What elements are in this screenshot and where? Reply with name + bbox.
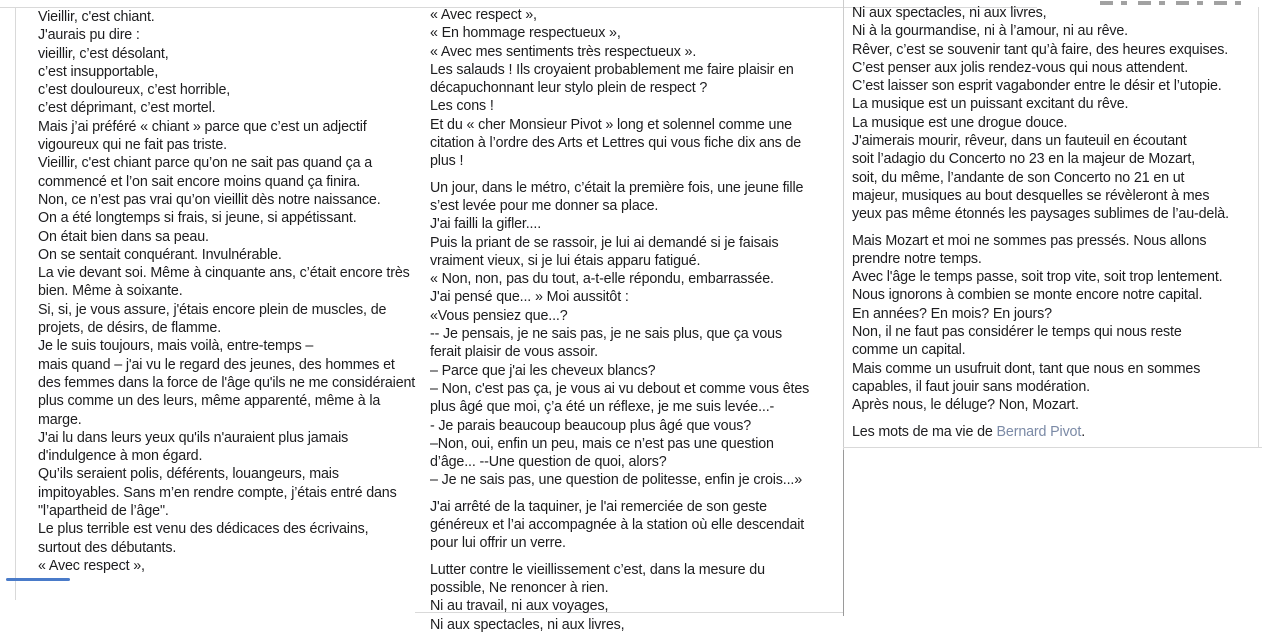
text-line: En années? En mois? En jours?: [852, 305, 1052, 322]
text-line: surtout des débutants.: [38, 539, 177, 556]
text-line: Lutter contre le vieillissement c’est, dans la mesure du: [430, 561, 765, 578]
text-line: s’est levée pour me donner sa place.: [430, 197, 659, 214]
text-line: Si, si, je vous assure, j'étais encore plein de muscles, de: [38, 301, 387, 318]
text-line: Ni au travail, ni aux voyages,: [430, 598, 609, 615]
text-line: Qu’ils seraient polis, déférents, louangeurs, mais: [38, 466, 339, 483]
text-segment: .: [1081, 423, 1086, 440]
text-line: commencé et l’on sait encore moins quand ça finira.: [38, 173, 361, 190]
text-segment: Les mots de ma vie de: [852, 423, 997, 440]
text-line: « En hommage respectueux »,: [430, 25, 621, 42]
text-line: pour lui offrir un verre.: [430, 535, 566, 552]
text-line: J'ai failli la gifler....: [430, 216, 542, 233]
text-line: J'ai pensé que... » Moi aussitôt :: [430, 289, 629, 306]
text-line: C’est laisser son esprit vagabonder entre le désir et l’utopie.: [852, 78, 1222, 95]
text-line: « Non, non, pas du tout, a-t-elle répondu, embarrassée.: [430, 271, 774, 288]
text-line: Vieillir, c'est chiant parce qu’on ne sait pas quand ça a: [38, 155, 373, 172]
text-line: soit l’adagio du Concerto no 23 en la majeur de Mozart,: [852, 151, 1196, 168]
text-line: ferait plaisir de vous assoir.: [430, 344, 598, 361]
text-line: La musique est une drogue douce.: [852, 114, 1068, 131]
text-line: Un jour, dans le métro, c’était la première fois, une jeune fille: [430, 179, 804, 196]
text-line: Avec l'âge le temps passe, soit trop vite, soit trop lentement.: [852, 269, 1223, 286]
text-line: capables, il faut jouir sans modération.: [852, 378, 1090, 395]
text-line: J'ai lu dans leurs yeux qu'ils n'auraient plus jamais: [38, 429, 349, 446]
text-line: J'aimerais mourir, rêveur, dans un fauteuil en écoutant: [852, 133, 1187, 150]
text-line: Les salauds ! Ils croyaient probablement me faire plaisir en: [430, 61, 794, 78]
text-line: On a été longtemps si frais, si jeune, si appétissant.: [38, 210, 357, 227]
text-line: mais quand – j'ai vu le regard des jeunes, des hommes et: [38, 356, 395, 373]
text-line: d'indulgence à mon égard.: [38, 448, 203, 465]
text-line: Rêver, c’est se souvenir tant qu’à faire, des heures exquises.: [852, 41, 1229, 58]
text-line: « Avec respect »,: [430, 7, 537, 23]
column3-bottom-border: [843, 447, 1262, 448]
text-line: Vieillir, c'est chiant.: [38, 9, 155, 25]
text-line: Nous ignorons à combien se monte encore notre capital.: [852, 287, 1203, 304]
text-line: prendre notre temps.: [852, 250, 982, 267]
text-line: plus comme un des leurs, même apparenté, même à la: [38, 393, 381, 410]
text-line: -- Je pensais, je ne sais pas, je ne sais plus, que ça vous: [430, 326, 782, 343]
text-line: vigoureux qui ne fait pas triste.: [38, 137, 227, 154]
text-line: Non, il ne faut pas considérer le temps qui nous reste: [852, 324, 1182, 341]
text-line: - Je parais beaucoup beaucoup plus âgé que vous?: [430, 417, 752, 434]
text-line: Non, ce n’est pas vrai qu’on vieillit dès notre naissance.: [38, 191, 381, 208]
text-line: «Vous pensiez que...?: [430, 307, 568, 324]
text-line: plus !: [430, 153, 464, 170]
text-line: Après nous, le déluge? Non, Mozart.: [852, 397, 1079, 414]
text-line: comme un capital.: [852, 342, 966, 359]
text-line: – Parce que j'ai les cheveux blancs?: [430, 362, 656, 379]
text-line: [852, 423, 1262, 441]
text-line: soit, du même, l’andante de son Concerto no 21 en ut: [852, 169, 1185, 186]
text-line: Et du « cher Monsieur Pivot » long et solennel comme une: [430, 116, 792, 133]
text-line: Ni à la gourmandise, ni à l’amour, ni au rêve.: [852, 23, 1129, 40]
text-line: des femmes dans la force de l'âge qu'ils ne me considéraient: [38, 374, 416, 391]
text-line: On était bien dans sa peau.: [38, 228, 209, 245]
text-line: La musique est un puissant excitant du rêve.: [852, 96, 1129, 113]
text-line: –Non, oui, enfin un peu, mais ce n’est pas une question: [430, 435, 774, 452]
text-column-3: [852, 4, 1262, 441]
text-line: plus âgé que moi, ç’a été un réflexe, je me suis levée...-: [430, 399, 775, 416]
text-line: marge.: [38, 411, 82, 428]
text-line: Mais j’ai préféré « chiant » parce que c’est un adjectif: [38, 118, 367, 135]
text-line: généreux et l’ai accompagnée à la station où elle descendait: [430, 517, 805, 534]
text-line: projets, de désirs, de flamme.: [38, 320, 222, 337]
text-line: vraiment vieux, si je lui étais apparu fatigué.: [430, 252, 701, 269]
text-line: « Avec respect »,: [38, 557, 145, 574]
text-line: – Non, c'est pas ça, je vous ai vu debout et comme vous êtes: [430, 380, 810, 397]
paragraph: [430, 561, 842, 634]
text-line: possible, Ne renoncer à rien.: [430, 579, 609, 596]
text-line: Mais Mozart et moi ne sommes pas pressés. Nous allons: [852, 232, 1207, 249]
text-line: yeux pas même étonnés les paysages sublimes de l’au-delà.: [852, 206, 1229, 223]
text-line: Puis la priant de se rassoir, je lui ai demandé si je faisais: [430, 234, 779, 251]
paragraph: [852, 423, 1262, 441]
text-line: Les cons !: [430, 98, 494, 115]
text-line: c’est douloureux, c’est horrible,: [38, 82, 231, 99]
blue-underline-mark: [6, 578, 70, 581]
column1-left-border: [15, 8, 16, 600]
text-line: vieillir, c’est désolant,: [38, 45, 169, 62]
text-line: bien. Même à soixante.: [38, 283, 183, 300]
text-line: impitoyables. Sans m’en rendre compte, j’étais entré dans: [38, 484, 397, 501]
text-line: Mais comme un usufruit dont, tant que nous en sommes: [852, 360, 1201, 377]
text-line: « Avec mes sentiments très respectueux ».: [430, 43, 697, 60]
text-line: décapuchonnant leur stylo plein de respect ?: [430, 80, 708, 97]
paragraph: [852, 232, 1262, 415]
text-line: – Je ne sais pas, une question de politesse, enfin je crois...»: [430, 472, 803, 489]
text-column-2: [430, 6, 842, 633]
text-line: C’est penser aux jolis rendez-vous qui nous attendent.: [852, 59, 1189, 76]
text-line: citation à l’ordre des Arts et Lettres qui vous fiche dix ans de: [430, 135, 802, 152]
text-line: On se sentait conquérant. Invulnérable.: [38, 246, 282, 263]
text-line: c’est insupportable,: [38, 63, 159, 80]
text-line: majeur, musiques au bout desquelles se révèleront à mes: [852, 187, 1210, 204]
text-line: La vie devant soi. Même à cinquante ans, c’était encore très: [38, 265, 410, 282]
text-line: c’est déprimant, c’est mortel.: [38, 100, 216, 117]
text-line: J'aurais pu dire :: [38, 27, 140, 44]
text-column-1: [38, 8, 423, 575]
paragraph: [430, 179, 842, 490]
text-line: Le plus terrible est venu des dédicaces des écrivains,: [38, 521, 369, 538]
text-line: "l’apartheid de l’âge".: [38, 503, 169, 520]
column-divider-top: [843, 0, 844, 450]
paragraph: [38, 8, 423, 575]
text-line: Ni aux spectacles, ni aux livres,: [430, 616, 625, 633]
paragraph: [852, 4, 1262, 224]
paragraph: [430, 498, 842, 553]
text-line: d’âge... --Une question de quoi, alors?: [430, 454, 667, 471]
text-line: Ni aux spectacles, ni aux livres,: [852, 5, 1047, 21]
text-line: J'ai arrêté de la taquiner, je l'ai remerciée de son geste: [430, 498, 767, 515]
author-link[interactable]: Bernard Pivot: [996, 423, 1082, 440]
paragraph: [430, 6, 842, 171]
text-line: Je le suis toujours, mais voilà, entre-temps –: [38, 338, 314, 355]
column-divider-bottom: [843, 450, 844, 616]
